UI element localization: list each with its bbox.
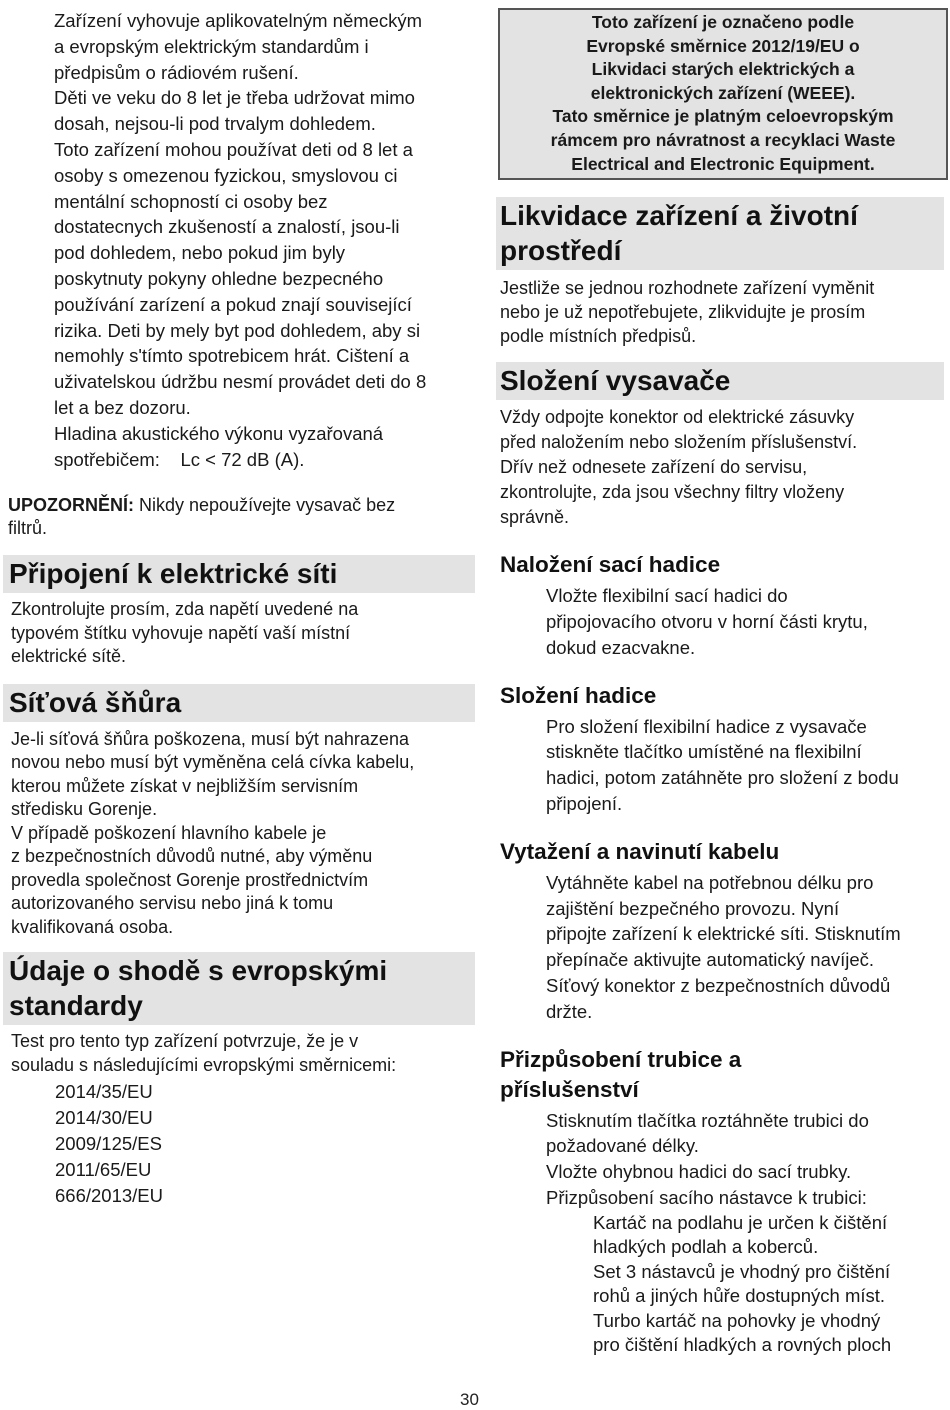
section-line: autorizovaného servisu nebo jiná k tomu <box>11 893 334 914</box>
subsection-title: Složení hadice <box>500 682 657 708</box>
section-title-line: prostředí <box>500 235 622 267</box>
warning-label: UPOZORNĚNÍ: <box>8 495 134 516</box>
intro-line: Hladina akustického výkonu vyzařovaná <box>54 422 384 444</box>
subsection-tube-accessories <box>496 1045 946 1358</box>
box-line: Toto zařízení je označeno podle <box>591 12 855 32</box>
section-line: Test pro tento typ zařízení potvrzuje, že je v <box>11 1031 359 1052</box>
left-column <box>0 0 478 1208</box>
intro-line: poskytnuty pokyny ohledne bezpecného <box>54 267 384 289</box>
subsection-line: Pro složení flexibilní hadice z vysavače <box>546 715 867 737</box>
subsection-line: zajištění bezpečného provozu. Nyní <box>546 897 840 919</box>
subsection-title: Vytažení a navinutí kabelu <box>500 838 780 864</box>
section-line: Jestliže se jednou rozhodnete zařízení vyměnit <box>500 278 875 299</box>
section-line: V případě poškození hlavního kabele je <box>11 822 327 843</box>
intro-line: a evropským elektrickým standardům i <box>54 35 369 57</box>
intro-line: mentální schopností ci osoby bez <box>54 190 328 212</box>
section-line: Dřív než odnesete zařízení do servisu, <box>500 457 808 478</box>
subsection-line: připojovacího otvoru v horní části krytu, <box>546 610 868 632</box>
intro-line: let a bez dozoru. <box>54 396 191 418</box>
standard-item: 2011/65/EU <box>55 1158 152 1180</box>
intro-line: rizika. Deti by mely byt pod dohledem, aby si <box>54 319 421 341</box>
section-line: elektrické sítě. <box>11 646 127 667</box>
section-line: Je-li síťová šňůra poškozena, musí být nahrazena <box>11 728 409 749</box>
standard-item: 666/2013/EU <box>55 1184 164 1206</box>
subsection-line: Přizpůsobení sacího nástavce k trubici: <box>546 1186 867 1208</box>
intro-line: osoby s omezenou fyzickou, smyslovou ci <box>54 164 398 186</box>
accessory-line: Turbo kartáč na pohovky je vhodný <box>593 1309 881 1331</box>
accessory-line: Set 3 nástavců je vhodný pro čištění <box>593 1260 891 1282</box>
subsection-line: Vložte flexibilní sací hadici do <box>546 585 788 607</box>
standards-list <box>3 1077 475 1208</box>
box-line: rámcem pro návratnost a recyklaci Waste <box>550 129 896 150</box>
section-title-line: Údaje o shodě s evropskými <box>9 955 388 987</box>
intro-line: dostatecnych zkušeností a znalostí, jsou-li <box>54 216 400 238</box>
intro-line: nemohly s'tímto spotrebicem hrát. Cištení a <box>54 345 410 367</box>
weee-notice-box <box>498 8 948 180</box>
subsection-line: Vložte ohybnou hadici do sací trubky. <box>546 1161 852 1183</box>
subsection-line: připojení. <box>546 792 623 814</box>
section-disposal <box>496 197 944 348</box>
standard-item: 2009/125/ES <box>55 1132 162 1154</box>
subsection-line: Stisknutím tlačítka roztáhněte trubici do <box>546 1109 869 1131</box>
subsection-line: přepínače aktivujte automatický navíječ. <box>546 949 875 971</box>
section-title-line: Likvidace zařízení a životní <box>500 200 858 232</box>
section-line: Zkontrolujte prosím, zda napětí uvedené na <box>11 599 359 620</box>
box-line: Evropské směrnice 2012/19/EU o <box>586 35 860 56</box>
section-line: souladu s následujícími evropskými směrnicemi: <box>11 1054 397 1075</box>
section-line: Vždy odpojte konektor od elektrické zásuvky <box>500 407 855 428</box>
subsection-line: připojte zařízení k elektrické síti. Stisknutím <box>546 923 901 945</box>
section-title <box>496 197 944 270</box>
intro-line: pod dohledem, nebo pokud jim byly <box>54 242 346 264</box>
standard-item: 2014/30/EU <box>55 1107 153 1129</box>
standard-item: 2014/35/EU <box>55 1081 153 1103</box>
box-line: elektronických zařízení (WEEE). <box>590 82 856 103</box>
section-line: před naložením nebo složením příslušenství. <box>500 432 858 453</box>
section-title: Připojení k elektrické síti <box>3 555 475 593</box>
accessory-line: rohů a jiných hůře dostupných míst. <box>593 1285 886 1307</box>
subsection-line: Vytáhněte kabel na potřebnou délku pro <box>546 871 874 893</box>
subsection-line: dokud ezacvakne. <box>546 636 696 658</box>
subsection-line: hadici, potom zatáhněte pro složení z bodu <box>546 767 899 789</box>
section-line: z bezpečnostních důvodů nutné, aby výměnu <box>11 846 373 867</box>
intro-line: spotřebičem: Lc < 72 dB (A). <box>54 448 305 470</box>
section-line: zkontrolujte, zda jsou všechny filtry vloženy <box>500 482 845 503</box>
box-line: Tato směrnice je platným celoevropským <box>552 106 894 127</box>
subsection-title: Naložení sací hadice <box>500 552 721 578</box>
intro-block <box>0 0 478 472</box>
section-line: provedla společnost Gorenje prostřednictvím <box>11 869 369 890</box>
intro-line: Toto zařízení mohou používat deti od 8 let a <box>54 138 413 160</box>
accessory-line: Kartáč na podlahu je určen k čištění <box>593 1211 888 1233</box>
accessory-line: hladkých podlah a koberců. <box>593 1236 819 1258</box>
box-line: Likvidaci starých elektrických a <box>591 59 855 80</box>
subsection-line: držte. <box>546 1000 593 1022</box>
section-power <box>3 555 475 669</box>
intro-line: dosah, nejsou-li pod trvalym dohledem. <box>54 113 376 135</box>
section-line: středisku Gorenje. <box>11 799 158 820</box>
section-line: kvalifikovaná osoba. <box>11 916 174 937</box>
section-line: typovém štítku vyhovuje napětí vaší místní <box>11 622 351 643</box>
section-conformity <box>3 952 475 1208</box>
box-line: Electrical and Electronic Equipment. <box>571 153 875 174</box>
subsection-title-line: příslušenství <box>500 1076 639 1102</box>
subsection-hose-remove <box>496 681 946 817</box>
subsection-hose-insert <box>496 550 946 660</box>
section-cord <box>3 684 475 940</box>
section-title <box>3 952 475 1025</box>
section-line: novou nebo musí být vyměněna celá cívka kabelu, <box>11 752 415 773</box>
right-column <box>496 0 946 1358</box>
intro-line: používání zarízení a pokud znají související <box>54 293 412 315</box>
intro-line: uživatelskou údržbu nesmí provádet deti do 8 <box>54 371 427 393</box>
section-line: kterou můžete získat v nejbližším servisním <box>11 775 359 796</box>
section-title: Síťová šňůra <box>3 684 475 722</box>
intro-line: Děti ve veku do 8 let je třeba udržovat mimo <box>54 87 415 109</box>
intro-line: předpisům o rádiovém rušení. <box>54 61 299 83</box>
warning-text-cont: filtrů. <box>8 518 48 539</box>
subsection-title <box>496 1045 946 1105</box>
section-line: podle místních předpisů. <box>500 326 697 347</box>
accessory-line: pro čištění hladkých a rovných ploch <box>593 1334 892 1356</box>
subsection-cable <box>496 837 946 1025</box>
section-title-line: standardy <box>9 990 143 1022</box>
accessory-list <box>496 1211 946 1358</box>
intro-line: Zařízení vyhovuje aplikovatelným německým <box>54 10 423 31</box>
section-line: správně. <box>500 507 570 528</box>
subsection-line: požadované délky. <box>546 1135 699 1157</box>
subsection-line: stiskněte tlačítko umístěné na flexibilní <box>546 741 862 763</box>
section-title: Složení vysavače <box>496 362 944 400</box>
subsection-title-line: Přizpůsobení trubice a <box>500 1046 742 1072</box>
warning-note <box>0 494 478 540</box>
warning-text: Nikdy nepoužívejte vysavač bez <box>134 495 396 516</box>
section-assembly <box>496 362 944 530</box>
subsection-line: Síťový konektor z bezpečnostních důvodů <box>546 974 891 996</box>
section-line: nebo je už nepotřebujete, zlikvidujte je prosím <box>500 302 866 323</box>
page-number: 30 <box>460 1390 479 1409</box>
